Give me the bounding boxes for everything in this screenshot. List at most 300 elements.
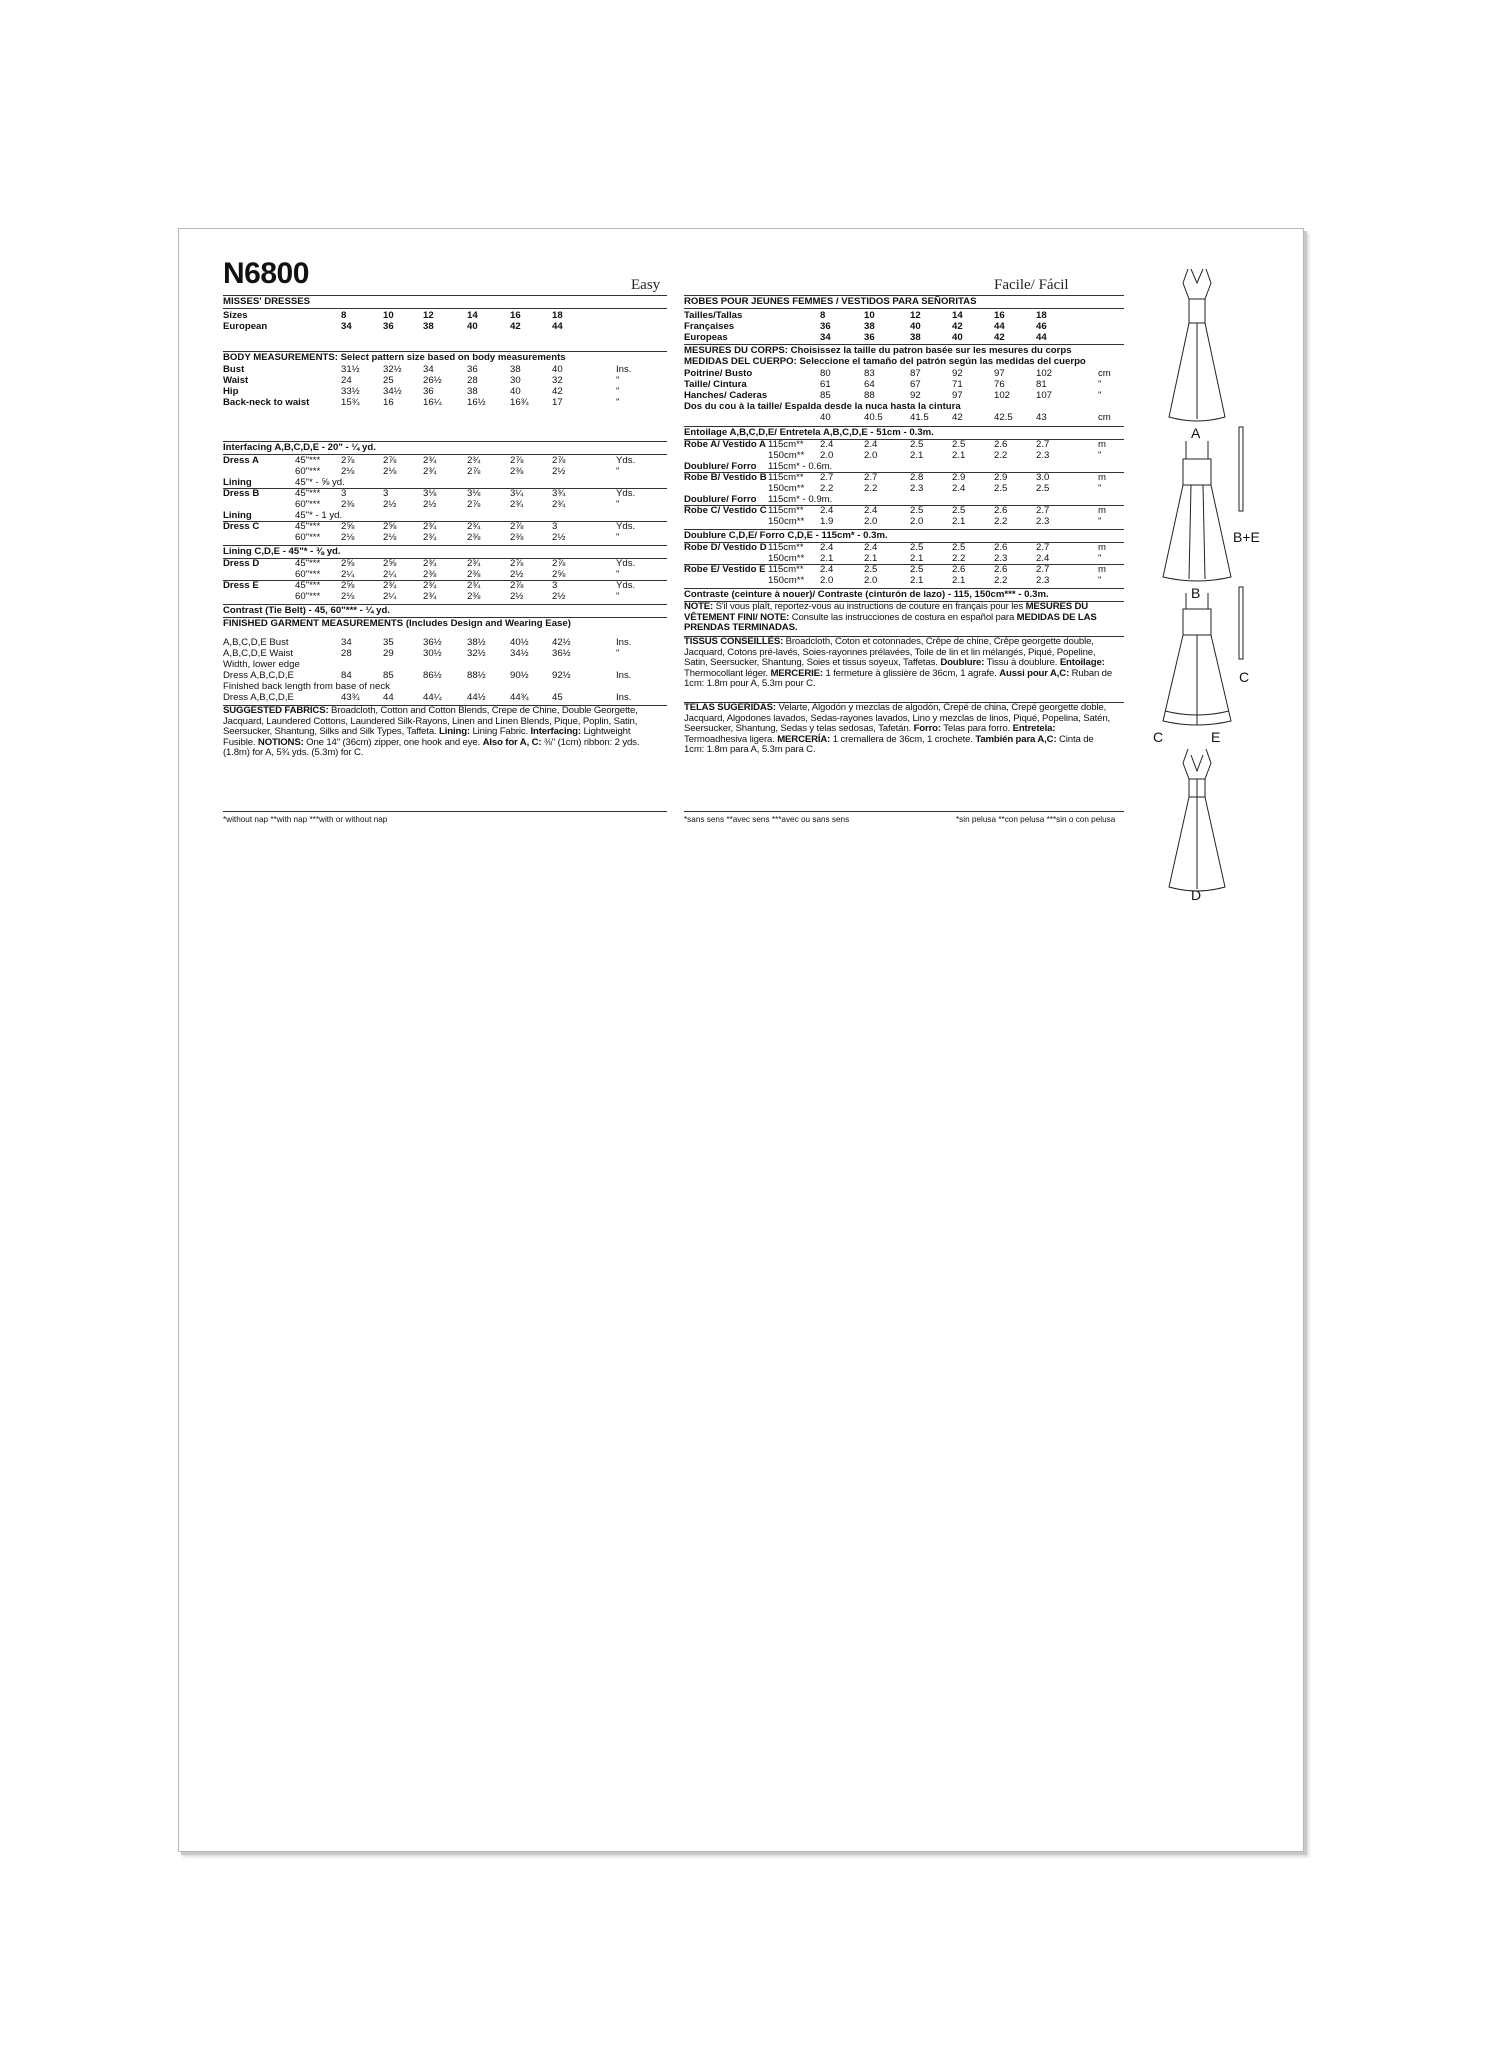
en-body-row-value: 24 [341,375,352,386]
en-yardage-row-value: 2¾ [423,558,437,569]
fr-yardage-row-value: 2.4 [820,439,834,450]
en-body-row-value: 16¾ [510,397,529,408]
fr-yardage-row-value: 2.4 [864,505,878,516]
en-yardage-row-value: 2¼ [341,569,355,580]
fr-tissus-part: Doublure: [940,657,985,669]
en-finished-row-value: 42½ [552,637,571,648]
fr-yardage-row-value: 2.9 [994,472,1008,483]
en-finished-row-label: Width, lower edge [223,659,300,670]
en-body-row-value: 30 [510,375,521,386]
fr-yardage-row-value: 2.6 [994,564,1008,575]
fr-telas-part: Entretela: [1012,723,1056,735]
en-finished-row-value: 85 [383,670,394,681]
en-suggested-fabrics-part: Broadcloth, Cotton and Cotton Blends, Crepe de Chine, Double Georgette, Jacquard, Laundered Cottons, Laundered Silk-Rayons, Linen and Linen Blends, Pique, Poplin, Satin, Seersucker, Shantung, Silks and Silk Types, Taffeta. [223,705,638,738]
fr-yardage-row-value: 2.0 [910,516,924,527]
fr-backneck-value: 43 [1036,412,1047,423]
fr-french-size: 36 [820,321,831,332]
en-yardage-row-value: 2⅛ [383,466,397,477]
fr-french-label: Françaises [684,321,735,332]
en-european-size: 34 [341,321,352,332]
figure-label-a: A [1191,425,1201,441]
en-body-row-value: 32 [552,375,563,386]
fr-note-part: Consulte las instrucciones de costura en español para [791,611,1015,623]
fr-yardage-row-unit: m [1098,564,1106,575]
fr-yardage-row-value: 2.5 [864,564,878,575]
fr-body-row-value: 67 [910,379,921,390]
fr-yardage-row-value: 2.5 [952,542,966,553]
en-yardage-row-unit: Yds. [616,558,636,569]
fr-yardage-row-value: 2.3 [910,483,924,494]
en-yardage-row-label: Lining [223,477,252,488]
en-yardage-row-width: 45"*** [295,455,321,466]
en-finished-row-unit: Ins. [616,670,632,681]
fr-yardage-row-label: Robe D/ Vestido D [684,542,767,553]
fr-yardage-row-value: 2.0 [820,450,834,461]
en-body-row-value: 42 [552,386,563,397]
en-yardage-row-label: Dress E [223,580,259,591]
fr-body-row-value: 92 [952,368,963,379]
figure-label-b: B [1191,585,1201,601]
fr-yardage-row-unit: m [1098,439,1106,450]
fr-yardage-row-width: 115cm** [768,542,804,553]
fr-body-row-value: 102 [994,390,1011,401]
en-size: 14 [467,310,478,321]
fr-telas-part: Forro: [913,723,941,735]
en-body-row-value: 16¼ [423,397,442,408]
fr-yardage-row-value: 2.4 [820,505,834,516]
fr-yardage-row-label: Doublure/ Forro [684,494,757,505]
fr-backneck-value: 40 [820,412,831,423]
fr-european-size: 44 [1036,332,1047,343]
en-yardage-row-label: Dress D [223,558,260,569]
fr-yardage-row-value: 2.8 [910,472,924,483]
fr-yardage-row-value: 2.6 [994,439,1008,450]
en-european-label: European [223,321,268,332]
en-finished-row-value: 86½ [423,670,442,681]
en-yardage-row-value: 2¾ [510,499,524,510]
fr-yardage-row-value: 2.0 [864,450,878,461]
fr-body-row-value: 97 [994,368,1005,379]
fr-french-size: 44 [994,321,1005,332]
en-yardage-row-value: 2¾ [552,499,566,510]
fr-body-heading-es: MEDIDAS DEL CUERPO: Seleccione el tamaño del patrón según las medidas del cuerpo [684,356,1086,367]
fr-body-row-value: 81 [1036,379,1047,390]
fr-yardage-row-unit: " [1098,575,1102,586]
fr-yardage-row-width: 150cm** [768,450,805,461]
en-yardage-row-label: Lining [223,510,252,521]
fr-tissus [684,637,1114,690]
fr-yardage-row-width: 150cm** [768,483,805,494]
fr-tissus-part: TISSUS CONSEILLÉS: [684,636,784,647]
fr-body-row-value: 92 [910,390,921,401]
en-body-row-value: 33½ [341,386,360,397]
fr-body-row-unit: cm [1098,368,1111,379]
fr-tissus-part: Entoilage: [1059,657,1105,669]
fr-yardage-row-value: 2.1 [952,516,966,527]
fr-body-row-value: 71 [952,379,963,390]
en-yardage-row-value: 2⅞ [510,580,524,591]
en-yardage-row-width: 45"*** [295,558,321,569]
en-yardage-row-value: 2¾ [423,455,437,466]
fr-french-size: 46 [1036,321,1047,332]
fr-european-size: 34 [820,332,831,343]
en-size: 8 [341,310,347,321]
fr-yardage-row-label: Robe A/ Vestido A [684,439,766,450]
fr-entoilage: Entoilage A,B,C,D,E/ Entretela A,B,C,D,E - 51cm - 0.3m. [684,427,934,438]
en-yardage-row-value: 2⅛ [341,532,355,543]
en-yardage-row-value: 2⅝ [383,521,397,532]
fr-yardage-row-width: 115cm** [768,564,804,575]
en-body-row-value: 26½ [423,375,442,386]
fr-yardage-row-value: 3.0 [1036,472,1050,483]
en-size: 12 [423,310,434,321]
en-contrast: Contrast (Tie Belt) - 45, 60"*** - ¼ yd. [223,605,390,616]
en-body-row-value: 36 [423,386,434,397]
fr-yardage-row-unit: m [1098,542,1106,553]
fr-yardage-row-value: 2.5 [910,505,924,516]
en-size: 10 [383,310,394,321]
fr-yardage-row-value: 2.4 [952,483,966,494]
en-body-row-value: 32½ [383,364,402,375]
fr-backneck-label: Dos du cou à la taille/ Espalda desde la nuca hasta la cintura [684,401,961,412]
en-body-row-value: 16½ [467,397,486,408]
fr-yardage-row-value: 2.5 [910,542,924,553]
en-yardage-row-value: 2½ [552,466,566,477]
en-yardage-row-unit: Yds. [616,455,636,466]
en-finished-row-value: 34 [341,637,352,648]
en-yardage-row-value: 2½ [423,499,437,510]
fr-yardage-row-value: 2.2 [864,483,878,494]
en-yardage-row-unit: " [616,569,620,580]
en-finished-row-value: 45 [552,692,563,703]
en-finished-row-value: 29 [383,648,394,659]
en-body-row-value: 34½ [383,386,402,397]
fr-body-row-value: 107 [1036,390,1053,401]
difficulty-en: Easy [631,277,661,293]
en-finished-row-value: 35 [383,637,394,648]
en-yardage-row-value: 2⅝ [341,580,355,591]
fr-yardage-row-value: 2.1 [820,553,834,564]
fr-yardage-row-value: 2.5 [910,439,924,450]
en-body-row-unit: " [616,397,620,408]
tie-belt-b-e [1239,427,1243,511]
en-lining-cde: Lining C,D,E - 45"* - ⅜ yd. [223,546,341,557]
fr-body-row-unit: " [1098,379,1102,390]
en-yardage-row-value: 2¾ [467,521,481,532]
en-body-row-value: 38 [510,364,521,375]
en-yardage-row-unit: " [616,499,620,510]
rule [223,454,667,455]
fr-european-size: 42 [994,332,1005,343]
en-yardage-row-label: Dress C [223,521,260,532]
en-finished-row-label: A,B,C,D,E Bust [223,637,289,648]
figure-label-e: E [1211,729,1221,745]
fr-backneck-unit: cm [1098,412,1111,423]
en-yardage-row-value: 2⅛ [383,532,397,543]
en-yardage-row-width: 60"*** [295,466,321,477]
fr-yardage-row-value: 2.3 [994,553,1008,564]
fr-yardage-row-value: 2.4 [864,439,878,450]
fr-european-size: 38 [910,332,921,343]
en-body-row-value: 28 [467,375,478,386]
en-yardage-row-unit: " [616,591,620,602]
en-finished-row-label: Finished back length from base of neck [223,681,390,692]
fr-note-part: MEDIDAS DE LAS PRENDAS TERMINADAS. [684,611,1097,634]
fr-body-row-value: 64 [864,379,875,390]
fr-yardage-row-unit: " [1098,483,1102,494]
en-yardage-row-value: 2⅝ [552,569,566,580]
en-suggested-fabrics-part: Lightweight Fusible. [223,726,631,748]
fr-telas-part: MERCERÍA: [777,733,831,745]
en-finished-row-value: 28 [341,648,352,659]
en-european-size: 36 [383,321,394,332]
en-yardage-row-value: 2⅝ [341,558,355,569]
fr-body-row-value: 61 [820,379,831,390]
fr-body-row-value: 85 [820,390,831,401]
en-body-row-value: 16 [383,397,394,408]
en-body-row-unit: " [616,386,620,397]
fr-note-part: S'il vous plaît, reportez-vous au instructions de couture en français pour les [715,601,1024,612]
fr-body-row-value: 97 [952,390,963,401]
fr-yardage-row-width: 115cm** [768,505,804,516]
dress-a-figure [1169,269,1225,421]
en-yardage-row-width: 45"*** [295,488,321,499]
fr-yardage-row-value: 2.0 [820,575,834,586]
en-suggested-fabrics-part: NOTIONS: [257,736,304,748]
en-yardage-row-value: 2⅞ [341,455,355,466]
en-yardage-row-label: Dress A [223,455,259,466]
en-yardage-row-label: Dress B [223,488,260,499]
fr-yardage-row-value: 2.6 [952,564,966,575]
fr-yardage-row-value: 2.1 [952,575,966,586]
en-suggested-fabrics-part: Lining Fabric. [472,726,528,738]
fr-yardage-row-value: 2.5 [994,483,1008,494]
fr-telas-part: Telas para forro. [943,723,1011,735]
fr-yardage-row-unit: m [1098,472,1106,483]
figure-label-b-e: B+E [1233,529,1260,545]
en-suggested-fabrics-part: One 14" (36cm) zipper, one hook and eye. [306,736,481,748]
en-yardage-row-value: 2¾ [423,466,437,477]
en-yardage-row-value: 3¾ [552,488,566,499]
fr-telas-part: 1 cremallera de 36cm, 1 crochete. [832,733,973,745]
fr-body-row-value: 102 [1036,368,1053,379]
fr-yardage-row-value: 2.7 [864,472,878,483]
en-yardage-row-unit: Yds. [616,521,636,532]
en-body-heading: BODY MEASUREMENTS: Select pattern size based on body measurements [223,352,566,363]
en-finished-row-value: 88½ [467,670,486,681]
fr-yardage-row-label: Robe E/ Vestido E [684,564,766,575]
en-yardage-row-value: 2¾ [467,580,481,591]
fr-yardage-row-value: 2.1 [952,450,966,461]
title-rule-bottom [684,308,1124,309]
en-finished-row-value: 44½ [467,692,486,703]
fr-telas-part: También para A,C: [975,733,1057,745]
en-body-row-unit: Ins. [616,364,632,375]
en-yardage-row-value: 2⅞ [510,455,524,466]
fr-yardage-row-value: 2.3 [1036,575,1050,586]
en-yardage-row-value: 3¼ [510,488,524,499]
en-finished-row-value: 92½ [552,670,571,681]
pattern-number: N6800 [223,257,309,290]
en-yardage-row-value: 2⅛ [341,591,355,602]
fr-size: 8 [820,310,826,321]
rule [684,811,1124,812]
fr-yardage-row-value: 2.4 [820,564,834,575]
fr-yardage-row-value: 2.3 [1036,516,1050,527]
fr-telas-part: TELAS SUGERIDAS: [684,702,776,713]
figure-label-c: C [1153,729,1164,745]
fr-tissus-part: MERCERIE: [770,667,823,679]
en-yardage-row-value: 3 [383,488,389,499]
en-yardage-row-value: 3⅛ [467,488,481,499]
en-yardage-row-value: 2¾ [467,558,481,569]
fr-doublure-cde: Doublure C,D,E/ Forro C,D,E - 115cm* - 0.3m. [684,530,888,541]
en-yardage-row-value: 3 [552,521,558,532]
fr-backneck-value: 42 [952,412,963,423]
en-body-row-label: Waist [223,375,249,386]
en-yardage-row-value: 2½ [510,591,524,602]
fr-size: 16 [994,310,1005,321]
fr-yardage-row-value: 2.1 [910,450,924,461]
fr-yardage-row-unit: " [1098,450,1102,461]
en-yardage-row-value: 2⅞ [383,455,397,466]
fr-body-row-label: Taille/ Cintura [684,379,747,390]
en-yardage-row-width: 45"*** [295,580,321,591]
en-yardage-row-width: 60"*** [295,569,321,580]
en-finished-row-value: 32½ [467,648,486,659]
en-european-size: 44 [552,321,563,332]
fr-yardage-row-value: 2.2 [994,516,1008,527]
en-suggested-fabrics-part: Lining: [439,726,470,738]
fr-yardage-row-value: 2.4 [864,542,878,553]
en-yardage-row-unit: Yds. [616,488,636,499]
difficulty-fr-es: Facile/ Fácil [994,277,1069,293]
en-interfacing: Interfacing A,B,C,D,E - 20" - ¼ yd. [223,442,376,453]
fr-yardage-row-label: Doublure/ Forro [684,461,757,472]
en-finished-row-value: 84 [341,670,352,681]
en-body-row-value: 40 [510,386,521,397]
en-european-size: 40 [467,321,478,332]
fr-european-size: 36 [864,332,875,343]
en-body-row-value: 34 [423,364,434,375]
fr-yardage-row-value: 2.0 [864,516,878,527]
en-yardage-row-value: 3 [341,488,347,499]
fr-yardage-row-unit: m [1098,505,1106,516]
dress-c-figure [1163,593,1231,725]
dress-illustrations [1139,259,1299,903]
en-yardage-row-value: 2⅝ [383,558,397,569]
en-suggested-fabrics-part: SUGGESTED FABRICS: [223,705,329,716]
en-yardage-row-value: 2¾ [423,521,437,532]
fr-yardage-row-label: Robe C/ Vestido C [684,505,767,516]
fr-yardage-row-value: 2.2 [820,483,834,494]
fr-backneck-value: 42.5 [994,412,1013,423]
fr-yardage-row-value: 2.4 [820,542,834,553]
en-finished-heading: FINISHED GARMENT MEASUREMENTS (Includes Design and Wearing Ease) [223,618,571,629]
en-yardage-row-value: 2⅛ [341,466,355,477]
fr-european-label: Europeas [684,332,728,343]
en-yardage-row-value: 2⅜ [423,569,437,580]
en-yardage-row-value: 2⅞ [510,558,524,569]
fr-body-row-value: 76 [994,379,1005,390]
en-finished-row-label: A,B,C,D,E Waist [223,648,294,659]
fr-yardage-row-value: 2.3 [1036,450,1050,461]
en-body-row-value: 15¾ [341,397,360,408]
fr-backneck-value: 41.5 [910,412,929,423]
en-yardage-row-value: 2½ [552,591,566,602]
dress-d-figure [1169,749,1225,891]
fr-yardage-row-width: 115cm** [768,439,804,450]
fr-body-row-label: Poitrine/ Busto [684,368,753,379]
fr-french-size: 42 [952,321,963,332]
en-yardage-row-value: 2¾ [423,580,437,591]
en-yardage-row-value: 3⅛ [423,488,437,499]
fr-note-part: MESURES DU VÊTEMENT FINI/ NOTE: [684,601,1089,623]
en-body-row-unit: " [616,375,620,386]
fr-note [684,602,1114,634]
en-yardage-row-value: 2⅞ [510,521,524,532]
fr-tissus-part: Ruban de 1cm: 1.8m pour A, 5.3m pour C. [684,667,1113,690]
fr-size: 12 [910,310,921,321]
rule [223,558,667,559]
fr-yardage-row-value: 2.2 [994,575,1008,586]
en-yardage-row-value: 2⅜ [510,532,524,543]
fr-yardage-row-value: 2.5 [952,439,966,450]
figure-label-d: D [1191,887,1202,903]
en-body-row-label: Hip [223,386,239,397]
en-finished-row-value: 36½ [552,648,571,659]
fr-yardage-row-value: 2.7 [1036,564,1050,575]
en-yardage-row-unit: Yds. [616,580,636,591]
en-title: MISSES' DRESSES [223,296,311,307]
fr-yardage-row-value: 2.5 [952,505,966,516]
fr-size: 14 [952,310,963,321]
en-finished-row-value: 30½ [423,648,442,659]
fr-yardage-row-width: 115cm** [768,472,804,483]
fr-yardage-row-value: 2.7 [820,472,834,483]
en-finished-row-label: Dress A,B,C,D,E [223,692,294,703]
en-yardage-row-value: 2¼ [383,569,397,580]
fr-french-size: 40 [910,321,921,332]
fr-yardage-row-value: 2.1 [910,553,924,564]
en-body-row-value: 38 [467,386,478,397]
fr-tissus-part: Broadcloth, Coton et cotonnades, Crêpe de chine, Crêpe georgette double, Jacquard, Cotons pré-lavés, Soies-rayonnes prélavées, Toile de lin et lin mélangés, Piqué, Popeline, Satin, Seersucker, Shantung, Soies et tissus soyeux, Taffetas. [684,636,1096,669]
en-yardage-row-width: 45"* - ⅝ yd. [295,477,345,488]
en-finished-row-unit: Ins. [616,692,632,703]
fr-yardage-row-unit: " [1098,553,1102,564]
fr-size: 10 [864,310,875,321]
fr-size: 18 [1036,310,1047,321]
en-yardage-row-value: 2⅞ [552,558,566,569]
dress-illustrations-svg [1139,259,1299,899]
fr-body-row-value: 83 [864,368,875,379]
en-yardage-row-unit: " [616,466,620,477]
en-footnote: *without nap **with nap ***with or without nap [223,815,388,824]
en-yardage-row-value: 2¾ [423,532,437,543]
en-body-row-value: 17 [552,397,563,408]
en-body-row-value: 31½ [341,364,360,375]
fr-body-row-value: 87 [910,368,921,379]
fr-body-row-unit: " [1098,390,1102,401]
figure-label-c-belt: C [1239,669,1250,685]
en-finished-row-value: 38½ [467,637,486,648]
en-yardage-row-value: 2¾ [423,591,437,602]
fr-yardage-row-width: 115cm* - 0.9m. [768,494,833,505]
en-yardage-row-value: 2¼ [383,591,397,602]
rule [223,488,667,489]
en-finished-row-unit: Ins. [616,637,632,648]
en-finished-row-label: Dress A,B,C,D,E [223,670,294,681]
